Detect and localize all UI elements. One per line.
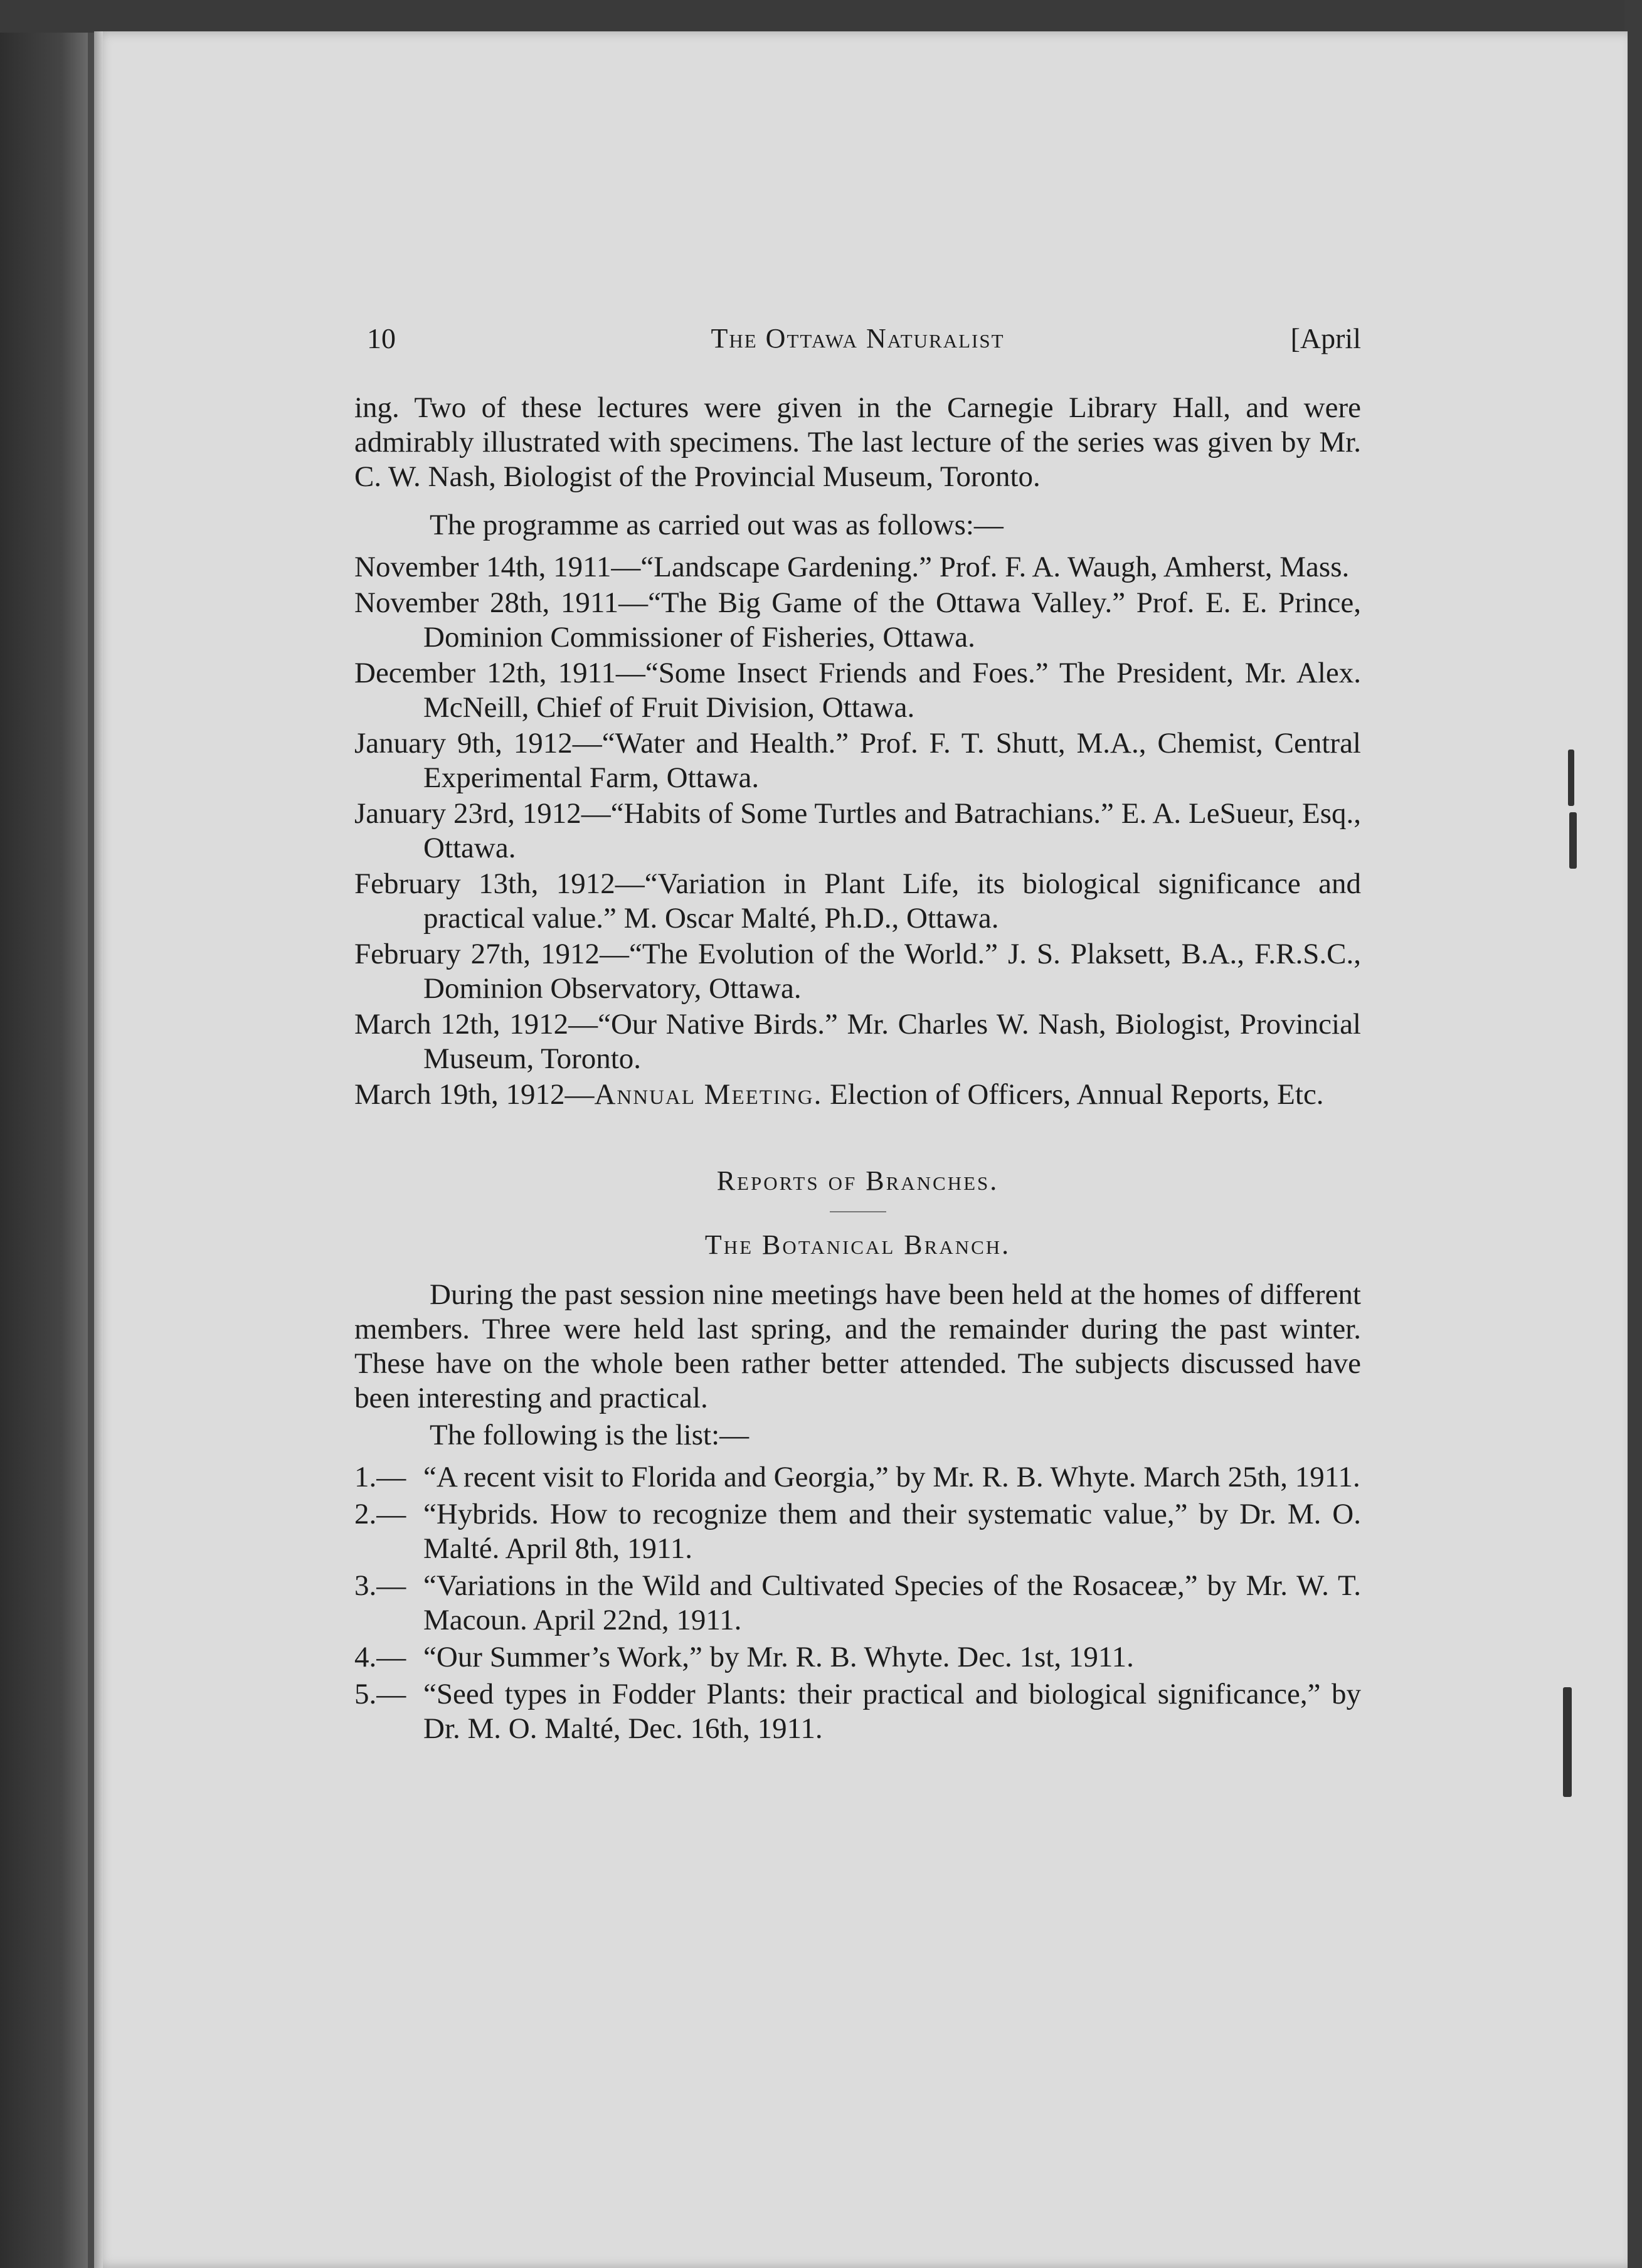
topic-entry <box>354 1569 1361 1638</box>
margin-mark <box>1563 1687 1572 1797</box>
document-page <box>354 317 1361 1749</box>
running-header <box>354 317 1361 361</box>
programme-entry: November 28th, 1911—“The Big Game of the Ottawa Valley.” Prof. E. E. Prince, Dominion Commissioner of Fisheries, Ottawa. <box>354 586 1361 654</box>
margin-mark <box>1569 812 1577 869</box>
programme-entry: January 9th, 1912—“Water and Health.” Prof. F. T. Shutt, M.A., Chemist, Central Experimental Farm, Ottawa. <box>354 727 1361 794</box>
header-month: [April <box>1290 322 1361 354</box>
page-number: 10 <box>367 322 396 354</box>
topic-number: 3.— <box>354 1569 406 1602</box>
programme-intro: The programme as carried out was as follows:— <box>430 509 1004 541</box>
topic-number: 5.— <box>354 1678 406 1710</box>
scan-left-edge <box>0 0 88 2268</box>
topic-entry <box>354 1460 1361 1495</box>
annual-meeting-date: March 19th, 1912— <box>354 1078 595 1111</box>
topic-text: “Variations in the Wild and Cultivated Species of the Rosaceæ,” by Mr. W. T. Macoun. April 22nd, 1911. <box>423 1569 1361 1636</box>
topic-entry <box>354 1640 1361 1675</box>
programme-entry: November 14th, 1911—“Landscape Gardening.” Prof. F. A. Waugh, Amherst, Mass. <box>354 551 1350 583</box>
topic-number: 4.— <box>354 1641 406 1673</box>
topic-text: “Hybrids. How to recognize them and their systematic value,” by Dr. M. O. Malté. April 8th, 1911. <box>423 1498 1361 1565</box>
botanical-paragraph: During the past session nine meetings have been held at the homes of different members. Three were held last spring, and the remainder during the past winter. These have on the whole been rather better attended. The subjects discussed have been interesting and practical. <box>354 1278 1361 1414</box>
programme-entry: December 12th, 1911—“Some Insect Friends and Foes.” The President, Mr. Alex. McNeill, Chief of Fruit Division, Ottawa. <box>354 657 1361 724</box>
topic-list-intro: The following is the list:— <box>430 1419 749 1451</box>
botanical-topic-list <box>354 1460 1361 1746</box>
topic-number: 1.— <box>354 1461 406 1493</box>
section-divider <box>830 1211 886 1212</box>
topic-entry <box>354 1497 1361 1566</box>
journal-title: The Ottawa Naturalist <box>711 323 1005 354</box>
paper-binding-shadow <box>94 31 103 2268</box>
topic-number: 2.— <box>354 1498 406 1530</box>
annual-meeting-label: Annual Meeting. <box>594 1078 823 1111</box>
margin-mark <box>1568 750 1574 806</box>
topic-entry <box>354 1677 1361 1746</box>
topic-text: “Seed types in Fodder Plants: their practical and biological significance,” by Dr. M. O. Malté, Dec. 16th, 1911. <box>423 1678 1361 1745</box>
programme-entry-annual-meeting <box>354 1078 1361 1112</box>
programme-entry: February 13th, 1912—“Variation in Plant Life, its biological significance and practical value.” M. Oscar Malté, Ph.D., Ottawa. <box>354 867 1361 935</box>
intro-paragraph: ing. Two of these lectures were given in the Carnegie Library Hall, and were admirably illustrated with specimens. The last lecture of the series was given by Mr. C. W. Nash, Biologist of the Provincial Museum, Toronto. <box>354 391 1361 493</box>
subsection-heading-botanical: The Botanical Branch. <box>704 1229 1011 1260</box>
programme-entry: March 12th, 1912—“Our Native Birds.” Mr. Charles W. Nash, Biologist, Provincial Museum, Toronto. <box>354 1008 1361 1075</box>
topic-text: “Our Summer’s Work,” by Mr. R. B. Whyte. Dec. 1st, 1911. <box>423 1641 1134 1673</box>
topic-text: “A recent visit to Florida and Georgia,” by Mr. R. B. Whyte. March 25th, 1911. <box>423 1461 1360 1493</box>
scan-top-edge <box>0 0 1642 33</box>
programme-entry: February 27th, 1912—“The Evolution of the World.” J. S. Plaksett, B.A., F.R.S.C., Dominion Observatory, Ottawa. <box>354 938 1361 1005</box>
section-heading-reports: Reports of Branches. <box>716 1165 999 1196</box>
programme-list <box>354 550 1361 1112</box>
annual-meeting-details: Election of Officers, Annual Reports, Etc. <box>822 1078 1324 1111</box>
programme-entry: January 23rd, 1912—“Habits of Some Turtles and Batrachians.” E. A. LeSueur, Esq., Ottawa. <box>354 797 1361 864</box>
